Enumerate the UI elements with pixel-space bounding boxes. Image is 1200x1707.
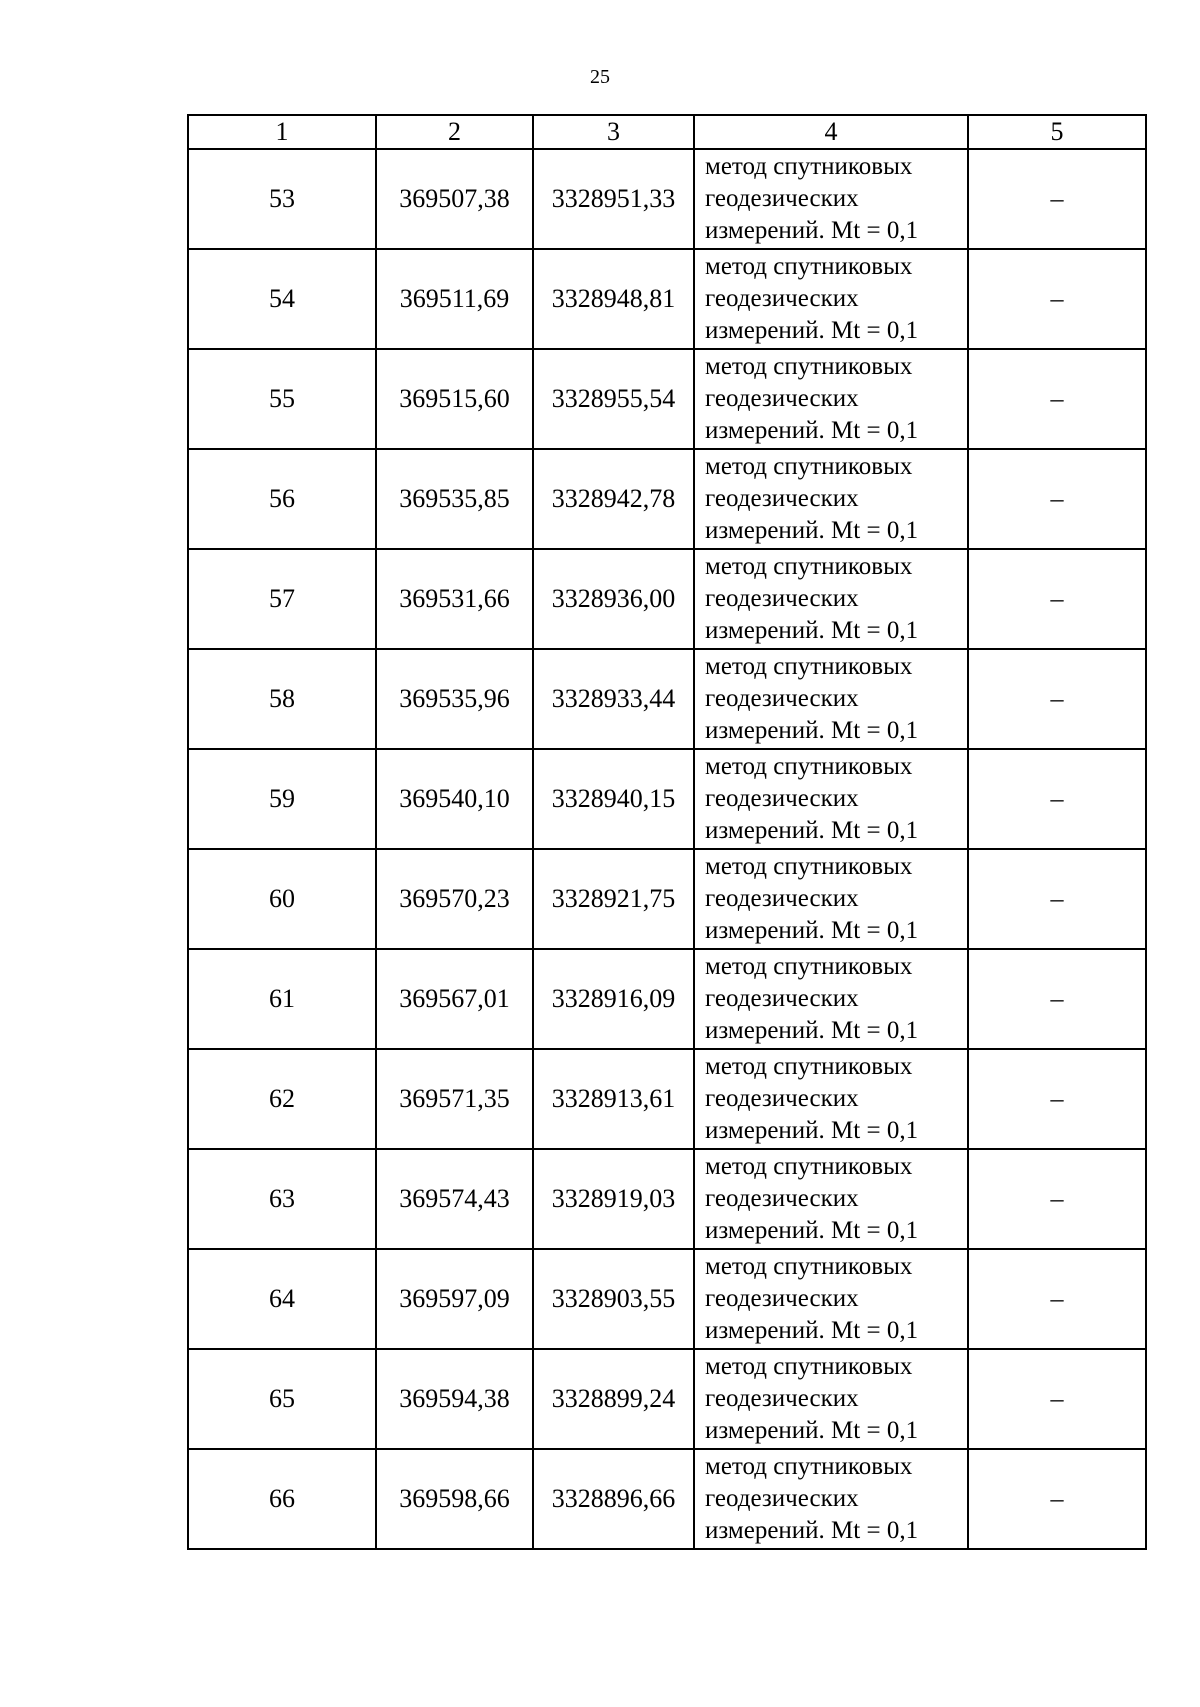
note-cell: – (968, 449, 1146, 549)
x-coordinate-cell: 369571,35 (376, 1049, 533, 1149)
method-line: измерений. Mt = 0,1 (705, 717, 919, 744)
method-cell (694, 549, 968, 649)
method-cell (694, 749, 968, 849)
point-number-cell: 64 (188, 1249, 376, 1349)
y-coordinate-cell: 3328933,44 (533, 649, 694, 749)
point-number-cell: 56 (188, 449, 376, 549)
table-row (188, 949, 1146, 1049)
method-line: метод спутниковых (705, 1453, 913, 1480)
method-cell (694, 1449, 968, 1549)
method-line: геодезических (705, 385, 859, 412)
table-row (188, 649, 1146, 749)
note-cell: – (968, 149, 1146, 249)
point-number-cell: 57 (188, 549, 376, 649)
point-number-cell: 59 (188, 749, 376, 849)
method-line: геодезических (705, 685, 859, 712)
y-coordinate-cell: 3328942,78 (533, 449, 694, 549)
x-coordinate-cell: 369535,85 (376, 449, 533, 549)
method-line: метод спутниковых (705, 653, 913, 680)
y-coordinate-cell: 3328940,15 (533, 749, 694, 849)
x-coordinate-cell: 369540,10 (376, 749, 533, 849)
method-line: геодезических (705, 1485, 859, 1512)
point-number-cell: 66 (188, 1449, 376, 1549)
note-cell: – (968, 649, 1146, 749)
method-cell (694, 1249, 968, 1349)
table-row (188, 149, 1146, 249)
method-cell (694, 949, 968, 1049)
method-line: измерений. Mt = 0,1 (705, 417, 919, 444)
method-line: метод спутниковых (705, 1353, 913, 1380)
point-number-cell: 60 (188, 849, 376, 949)
y-coordinate-cell: 3328948,81 (533, 249, 694, 349)
method-line: метод спутниковых (705, 253, 913, 280)
table-row (188, 1449, 1146, 1549)
method-line: геодезических (705, 185, 859, 212)
x-coordinate-cell: 369511,69 (376, 249, 533, 349)
method-line: метод спутниковых (705, 553, 913, 580)
method-line: метод спутниковых (705, 153, 913, 180)
y-coordinate-cell: 3328921,75 (533, 849, 694, 949)
page-number: 25 (590, 66, 610, 88)
note-cell: – (968, 1149, 1146, 1249)
method-line: измерений. Mt = 0,1 (705, 317, 919, 344)
note-cell: – (968, 349, 1146, 449)
table-row (188, 1049, 1146, 1149)
method-line: измерений. Mt = 0,1 (705, 1017, 919, 1044)
method-line: измерений. Mt = 0,1 (705, 217, 919, 244)
table-row (188, 349, 1146, 449)
method-line: геодезических (705, 885, 859, 912)
x-coordinate-cell: 369535,96 (376, 649, 533, 749)
method-line: измерений. Mt = 0,1 (705, 617, 919, 644)
y-coordinate-cell: 3328896,66 (533, 1449, 694, 1549)
point-number-cell: 55 (188, 349, 376, 449)
method-line: метод спутниковых (705, 1053, 913, 1080)
y-coordinate-cell: 3328899,24 (533, 1349, 694, 1449)
y-coordinate-cell: 3328936,00 (533, 549, 694, 649)
header-col-3: 3 (533, 115, 694, 149)
method-cell (694, 1149, 968, 1249)
note-cell: – (968, 549, 1146, 649)
header-col-4: 4 (694, 115, 968, 149)
method-line: измерений. Mt = 0,1 (705, 817, 919, 844)
method-line: измерений. Mt = 0,1 (705, 1317, 919, 1344)
point-number-cell: 62 (188, 1049, 376, 1149)
note-cell: – (968, 749, 1146, 849)
note-cell: – (968, 949, 1146, 1049)
point-number-cell: 54 (188, 249, 376, 349)
method-cell (694, 1349, 968, 1449)
table-row (188, 849, 1146, 949)
table-row (188, 749, 1146, 849)
method-line: геодезических (705, 1185, 859, 1212)
x-coordinate-cell: 369515,60 (376, 349, 533, 449)
method-line: геодезических (705, 1085, 859, 1112)
method-line: измерений. Mt = 0,1 (705, 1117, 919, 1144)
x-coordinate-cell: 369574,43 (376, 1149, 533, 1249)
point-number-cell: 61 (188, 949, 376, 1049)
header-col-5: 5 (968, 115, 1146, 149)
header-col-1: 1 (188, 115, 376, 149)
note-cell: – (968, 1449, 1146, 1549)
point-number-cell: 65 (188, 1349, 376, 1449)
method-line: измерений. Mt = 0,1 (705, 1417, 919, 1444)
method-cell (694, 849, 968, 949)
method-line: геодезических (705, 585, 859, 612)
method-line: геодезических (705, 485, 859, 512)
header-col-2: 2 (376, 115, 533, 149)
method-line: метод спутниковых (705, 353, 913, 380)
note-cell: – (968, 849, 1146, 949)
method-line: геодезических (705, 985, 859, 1012)
note-cell: – (968, 1349, 1146, 1449)
note-cell: – (968, 249, 1146, 349)
x-coordinate-cell: 369531,66 (376, 549, 533, 649)
method-line: метод спутниковых (705, 953, 913, 980)
x-coordinate-cell: 369570,23 (376, 849, 533, 949)
point-number-cell: 63 (188, 1149, 376, 1249)
method-line: метод спутниковых (705, 753, 913, 780)
method-line: измерений. Mt = 0,1 (705, 517, 919, 544)
y-coordinate-cell: 3328919,03 (533, 1149, 694, 1249)
method-line: метод спутниковых (705, 1253, 913, 1280)
x-coordinate-cell: 369594,38 (376, 1349, 533, 1449)
method-cell (694, 449, 968, 549)
method-line: геодезических (705, 285, 859, 312)
y-coordinate-cell: 3328951,33 (533, 149, 694, 249)
method-line: измерений. Mt = 0,1 (705, 1217, 919, 1244)
method-cell (694, 649, 968, 749)
table-row (188, 249, 1146, 349)
y-coordinate-cell: 3328955,54 (533, 349, 694, 449)
header-row (188, 115, 1146, 149)
table-header (188, 115, 1146, 149)
method-line: геодезических (705, 1385, 859, 1412)
note-cell: – (968, 1249, 1146, 1349)
table-body (188, 149, 1146, 1549)
y-coordinate-cell: 3328913,61 (533, 1049, 694, 1149)
point-number-cell: 58 (188, 649, 376, 749)
method-cell (694, 349, 968, 449)
method-line: метод спутниковых (705, 853, 913, 880)
x-coordinate-cell: 369598,66 (376, 1449, 533, 1549)
table-row (188, 1349, 1146, 1449)
method-cell (694, 1049, 968, 1149)
method-cell (694, 249, 968, 349)
method-line: измерений. Mt = 0,1 (705, 1517, 919, 1544)
method-line: метод спутниковых (705, 453, 913, 480)
table-row (188, 549, 1146, 649)
y-coordinate-cell: 3328903,55 (533, 1249, 694, 1349)
table-row (188, 449, 1146, 549)
coordinates-table (187, 114, 1147, 1550)
y-coordinate-cell: 3328916,09 (533, 949, 694, 1049)
method-cell (694, 149, 968, 249)
x-coordinate-cell: 369567,01 (376, 949, 533, 1049)
x-coordinate-cell: 369597,09 (376, 1249, 533, 1349)
method-line: измерений. Mt = 0,1 (705, 917, 919, 944)
method-line: геодезических (705, 1285, 859, 1312)
x-coordinate-cell: 369507,38 (376, 149, 533, 249)
table-row (188, 1249, 1146, 1349)
point-number-cell: 53 (188, 149, 376, 249)
note-cell: – (968, 1049, 1146, 1149)
method-line: геодезических (705, 785, 859, 812)
method-line: метод спутниковых (705, 1153, 913, 1180)
table-row (188, 1149, 1146, 1249)
